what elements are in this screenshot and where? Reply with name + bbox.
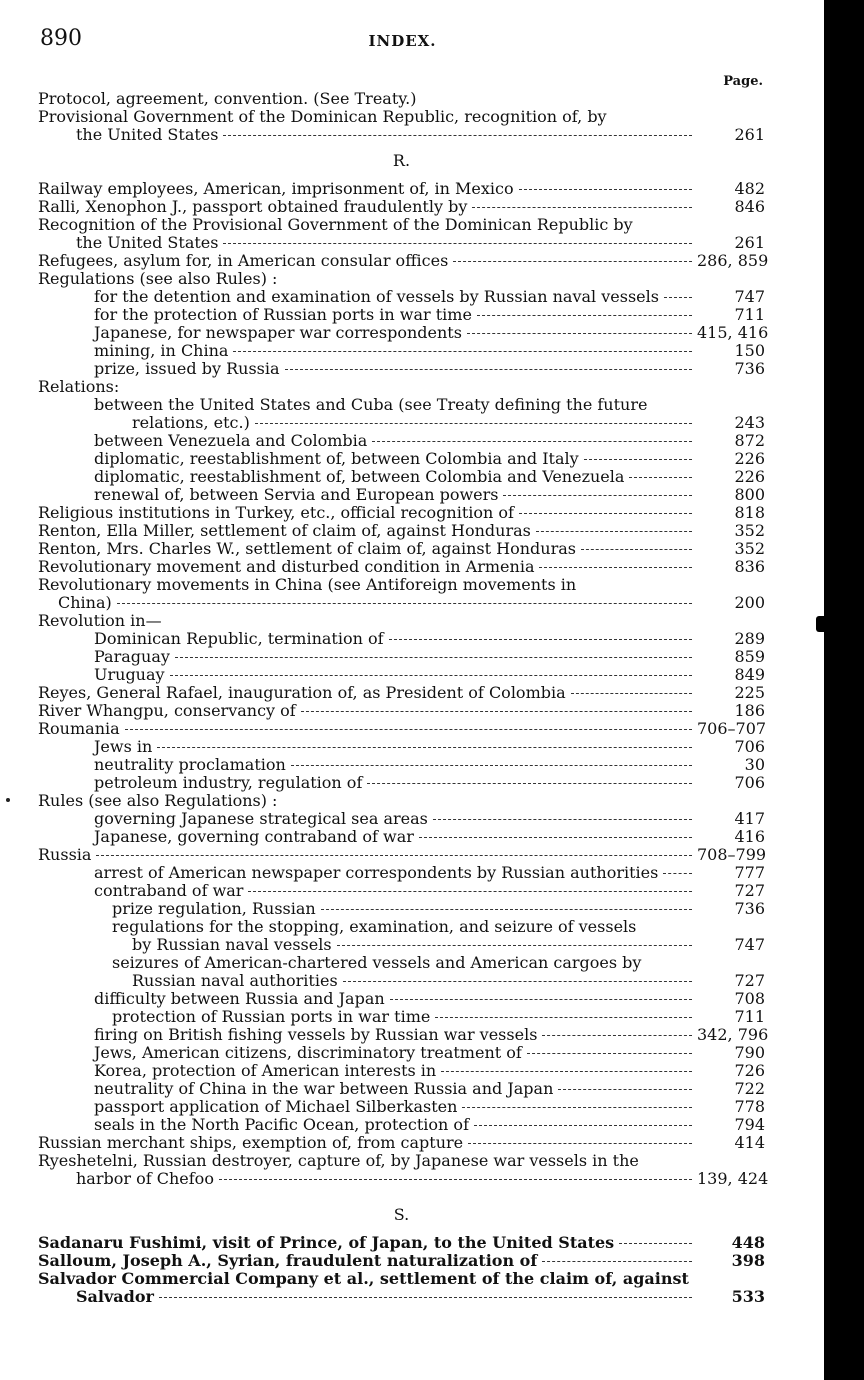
dot-leader [581, 549, 692, 550]
entry-page: 261 [734, 233, 765, 252]
entry-page: 352 [734, 521, 765, 540]
dot-leader [255, 423, 692, 424]
entry-page: 533 [731, 1287, 765, 1306]
index-entry [38, 720, 765, 738]
entry-page: 708 [734, 989, 765, 1008]
dot-leader [389, 639, 692, 640]
entry-page: 342, 796 [697, 1025, 769, 1044]
entry-text: Korea, protection of American interests in [94, 1061, 437, 1080]
section-heading-r: R. [392, 151, 411, 170]
index-entry [38, 1080, 765, 1098]
dot-leader [175, 657, 692, 658]
dot-leader [433, 819, 692, 820]
index-entry [38, 251, 769, 270]
dot-leader [519, 189, 692, 190]
entry-page: 261 [734, 125, 765, 144]
index-entry [38, 1062, 765, 1080]
dot-leader [170, 675, 692, 676]
entry-page: 736 [734, 899, 765, 918]
entry-page: 790 [734, 1043, 765, 1062]
dot-leader [453, 261, 692, 262]
dot-leader [223, 135, 692, 136]
index-entry [38, 1098, 765, 1116]
entry-page: 414 [734, 1133, 765, 1152]
entry-page: 711 [734, 305, 765, 324]
entry-page: 186 [734, 701, 765, 720]
entry-text: Russia [38, 845, 92, 864]
entry-page: 722 [734, 1079, 765, 1098]
index-entry [38, 882, 765, 900]
index-entry [38, 270, 765, 288]
dot-leader [503, 495, 692, 496]
entry-page: 150 [734, 341, 765, 360]
entry-page: 139, 424 [697, 1169, 769, 1188]
dot-leader [367, 783, 692, 784]
entry-text: Ralli, Xenophon J., passport obtained fraudulently by [38, 197, 468, 216]
dot-leader [527, 1053, 692, 1054]
index-entry [38, 756, 765, 774]
entry-text: by Russian naval vessels [132, 935, 332, 954]
entry-page: 872 [734, 431, 765, 450]
entry-text: China) [58, 593, 112, 612]
entry-page: 736 [734, 359, 765, 378]
entry-text: Uruguay [94, 665, 165, 684]
index-entry [38, 936, 765, 954]
entry-text: Jews in [94, 737, 153, 756]
entry-page: 706 [734, 773, 765, 792]
dot-leader [301, 711, 692, 712]
section-s-entries [38, 1234, 765, 1306]
dot-leader [248, 891, 692, 892]
entry-text: Russian naval authorities [132, 971, 338, 990]
index-entry [38, 576, 765, 594]
entry-page: 727 [734, 881, 765, 900]
entry-text: Revolutionary movements in China (see Antiforeign movements in [38, 575, 577, 594]
entry-page: 800 [734, 485, 765, 504]
entry-page: 200 [734, 593, 765, 612]
index-entry [38, 1025, 769, 1044]
index-entry [38, 666, 765, 684]
dot-leader [584, 459, 692, 460]
dot-leader [542, 1261, 692, 1262]
entry-page: 289 [734, 629, 765, 648]
index-entry [38, 918, 765, 936]
index-entry [38, 792, 765, 810]
dot-leader [219, 1179, 692, 1180]
dot-leader [435, 1017, 692, 1018]
entry-page: 416 [734, 827, 765, 846]
index-entry [38, 774, 765, 792]
entry-text: Regulations (see also Rules) : [38, 269, 278, 288]
entry-text: seals in the North Pacific Ocean, protection of [94, 1115, 469, 1134]
entry-page: 398 [731, 1251, 765, 1270]
dot-leader [462, 1107, 692, 1108]
dot-leader [233, 351, 692, 352]
index-entry [38, 864, 765, 882]
entry-text: governing Japanese strategical sea areas [94, 809, 428, 828]
index-entry [38, 126, 765, 144]
dot-leader [223, 243, 692, 244]
entry-page: 747 [734, 287, 765, 306]
index-entry [38, 972, 765, 990]
entry-page: 836 [734, 557, 765, 576]
index-entry [38, 828, 765, 846]
section-r-entries [38, 179, 769, 1188]
entry-page: 859 [734, 647, 765, 666]
index-entry [38, 954, 765, 972]
entry-page: 243 [734, 413, 765, 432]
entry-text: Provisional Government of the Dominican Republic, recognition of, by [38, 107, 607, 126]
index-entry [38, 1008, 765, 1026]
entry-page: 706–707 [697, 719, 767, 738]
entry-text: for the protection of Russian ports in war time [94, 305, 472, 324]
dot-leader [285, 369, 692, 370]
entry-text: Recognition of the Provisional Government of the Dominican Republic by [38, 215, 633, 234]
entry-page: 849 [734, 665, 765, 684]
stray-mark [6, 798, 10, 802]
entry-text: neutrality of China in the war between Russia and Japan [94, 1079, 554, 1098]
entry-text: Railway employees, American, imprisonment of, in Mexico [38, 179, 514, 198]
entry-text: River Whangpu, conservancy of [38, 701, 296, 720]
entry-page: 226 [734, 449, 765, 468]
index-entry [38, 1169, 769, 1188]
index-entry [38, 288, 765, 306]
index-entry [38, 504, 765, 522]
entry-text: the United States [76, 233, 219, 252]
dot-leader [477, 315, 692, 316]
entry-text: Russian merchant ships, exemption of, from capture [38, 1133, 464, 1152]
index-entry [38, 540, 765, 558]
dot-leader [629, 477, 692, 478]
entry-text: Renton, Mrs. Charles W., settlement of claim of, against Honduras [38, 539, 576, 558]
index-entry [38, 612, 765, 630]
index-entry [38, 360, 765, 378]
index-entry [38, 1116, 765, 1134]
entry-text: harbor of Chefoo [76, 1169, 214, 1188]
index-entry [38, 558, 765, 576]
dot-leader [664, 297, 692, 298]
entry-text: Renton, Ella Miller, settlement of claim of, against Honduras [38, 521, 531, 540]
entry-text: the United States [76, 125, 219, 144]
dot-leader [321, 909, 692, 910]
entry-text: difficulty between Russia and Japan [94, 989, 385, 1008]
entry-text: Revolution in— [38, 611, 162, 630]
entry-page: 225 [734, 683, 765, 702]
entry-page: 417 [734, 809, 765, 828]
dot-leader [467, 333, 692, 334]
entry-page: 777 [734, 863, 765, 882]
entry-page: 818 [734, 503, 765, 522]
entry-text: for the detention and examination of vessels by Russian naval vessels [94, 287, 659, 306]
index-entry [38, 108, 765, 126]
entry-text: arrest of American newspaper correspondents by Russian authorities [94, 863, 659, 882]
entry-page: 706 [734, 737, 765, 756]
entry-text: Salloum, Joseph A., Syrian, fraudulent naturalization of [38, 1251, 538, 1270]
entry-page: 708–799 [697, 845, 767, 864]
entry-text: diplomatic, reestablishment of, between Colombia and Venezuela [94, 467, 625, 486]
index-entry [38, 216, 765, 234]
entry-text: between the United States and Cuba (see Treaty defining the future [94, 395, 648, 414]
index-entry [38, 594, 765, 612]
index-entry [38, 1288, 765, 1306]
index-entry [38, 846, 765, 864]
dot-leader [571, 693, 692, 694]
entry-text: petroleum industry, regulation of [94, 773, 363, 792]
dot-leader [542, 1035, 692, 1036]
dot-leader [474, 1125, 692, 1126]
entry-page: 415, 416 [697, 323, 769, 342]
index-entry [38, 414, 765, 432]
entry-text: Jews, American citizens, discriminatory treatment of [94, 1043, 522, 1062]
entry-text: Salvador Commercial Company et al., settlement of the claim of, against [38, 1269, 689, 1288]
dot-leader [468, 1143, 692, 1144]
entry-text: Sadanaru Fushimi, visit of Prince, of Japan, to the United States [38, 1233, 615, 1252]
index-entry [38, 396, 765, 414]
entry-text: contraband of war [94, 881, 244, 900]
index-entry [38, 323, 769, 342]
entry-page: 727 [734, 971, 765, 990]
dot-leader [619, 1243, 692, 1244]
dot-leader [117, 603, 692, 604]
entry-text: neutrality proclamation [94, 755, 286, 774]
entry-text: Refugees, asylum for, in American consular offices [38, 251, 449, 270]
dot-leader [157, 747, 692, 748]
entry-text: Revolutionary movement and disturbed condition in Armenia [38, 557, 535, 576]
entry-text: relations, etc.) [132, 413, 250, 432]
dot-leader [441, 1071, 692, 1072]
entry-page: 747 [734, 935, 765, 954]
dot-leader [472, 207, 692, 208]
index-content [38, 74, 769, 1306]
dot-leader [663, 873, 692, 874]
entry-text: Dominican Republic, termination of [94, 629, 384, 648]
dot-leader [372, 441, 692, 442]
entry-page: 846 [734, 197, 765, 216]
entry-page: 286, 859 [697, 251, 769, 270]
dot-leader [539, 567, 692, 568]
index-entry [38, 486, 765, 504]
running-title: INDEX. [368, 32, 437, 50]
page-header [40, 26, 765, 56]
index-entry [38, 432, 765, 450]
entry-text: Relations: [38, 377, 120, 396]
entry-text: Reyes, General Rafael, inauguration of, as President of Colombia [38, 683, 566, 702]
dot-leader [291, 765, 692, 766]
entry-text: renewal of, between Servia and European powers [94, 485, 499, 504]
entry-text: Rules (see also Regulations) : [38, 791, 278, 810]
entry-text: mining, in China [94, 341, 229, 360]
index-entry [38, 1234, 765, 1252]
index-entry [38, 1252, 765, 1270]
dot-leader [419, 837, 692, 838]
index-entry [38, 450, 765, 468]
entry-text: protection of Russian ports in war time [112, 1007, 431, 1026]
entry-text: regulations for the stopping, examination, and seizure of vessels [112, 917, 637, 936]
dot-leader [337, 945, 692, 946]
index-entry [38, 1152, 765, 1170]
thumb-tab-mark [816, 616, 834, 632]
index-entry [38, 1134, 765, 1152]
dot-leader [343, 981, 692, 982]
scan-border [824, 0, 864, 1380]
entry-page: 778 [734, 1097, 765, 1116]
pre-entries [38, 90, 765, 144]
entry-page: 794 [734, 1115, 765, 1134]
entry-text: Paraguay [94, 647, 170, 666]
page-number: 890 [40, 26, 82, 51]
entry-page: 482 [734, 179, 765, 198]
index-entry [38, 468, 765, 486]
entry-page: 352 [734, 539, 765, 558]
index-entry [38, 180, 765, 198]
entry-page: 448 [731, 1233, 765, 1252]
dot-leader [125, 729, 692, 730]
index-entry [38, 648, 765, 666]
page-column-label: Page. [723, 74, 763, 89]
entry-text: diplomatic, reestablishment of, between Colombia and Italy [94, 449, 579, 468]
entry-text: prize, issued by Russia [94, 359, 280, 378]
entry-text: Roumania [38, 719, 120, 738]
dot-leader [159, 1297, 692, 1298]
index-entry [38, 198, 765, 216]
entry-text: Religious institutions in Turkey, etc., official recognition of [38, 503, 514, 522]
index-entry [38, 900, 765, 918]
entry-text: prize regulation, Russian [112, 899, 316, 918]
dot-leader [536, 531, 692, 532]
index-entry [38, 234, 765, 252]
index-entry [38, 702, 765, 720]
index-entry [38, 342, 765, 360]
entry-text: Ryeshetelni, Russian destroyer, capture of, by Japanese war vessels in the [38, 1151, 639, 1170]
entry-text: seizures of American-chartered vessels and American cargoes by [112, 953, 642, 972]
index-entry [38, 990, 765, 1008]
entry-text: Japanese, governing contraband of war [94, 827, 414, 846]
entry-page: 726 [734, 1061, 765, 1080]
dot-leader [558, 1089, 692, 1090]
entry-text: Protocol, agreement, convention. (See Treaty.) [38, 89, 417, 108]
index-entry [38, 738, 765, 756]
index-entry [38, 1044, 765, 1062]
dot-leader [519, 513, 692, 514]
index-entry [38, 306, 765, 324]
entry-text: Japanese, for newspaper war correspondents [94, 323, 462, 342]
dot-leader [96, 855, 692, 856]
index-entry [38, 630, 765, 648]
entry-text: passport application of Michael Silberkasten [94, 1097, 458, 1116]
index-entry [38, 684, 765, 702]
index-entry [38, 522, 765, 540]
entry-text: firing on British fishing vessels by Russian war vessels [94, 1025, 538, 1044]
entry-page: 226 [734, 467, 765, 486]
dot-leader [390, 999, 692, 1000]
entry-page: 30 [744, 755, 765, 774]
section-heading-s: S. [393, 1205, 410, 1224]
entry-text: Salvador [76, 1287, 154, 1306]
index-entry [38, 810, 765, 828]
index-entry [38, 90, 765, 108]
entry-page: 711 [734, 1007, 765, 1026]
index-entry [38, 1270, 765, 1288]
index-entry [38, 378, 765, 396]
entry-text: between Venezuela and Colombia [94, 431, 368, 450]
